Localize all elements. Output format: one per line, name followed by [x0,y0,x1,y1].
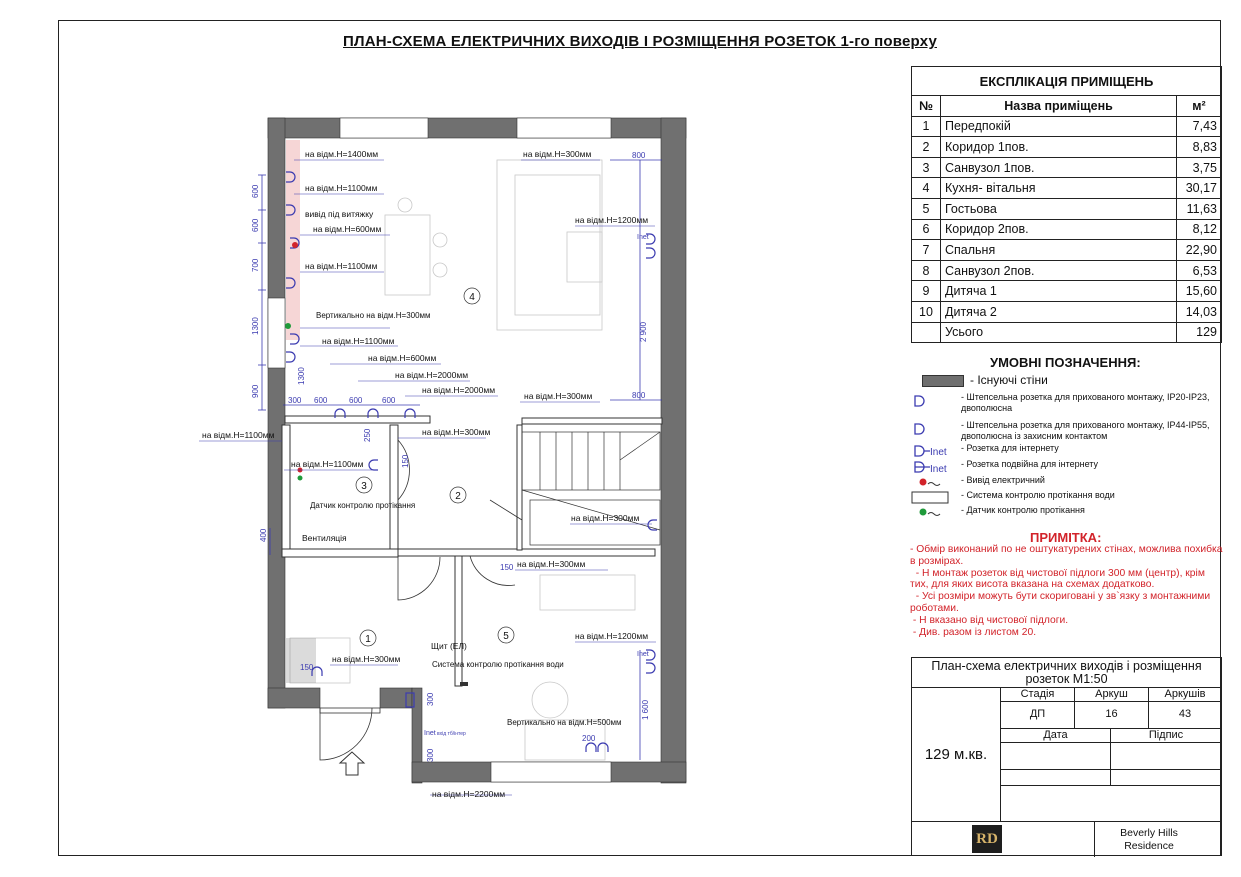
explication-cell-name: Дитяча 1 [941,281,1177,302]
note-line: - Див. разом із листом 20. [910,626,1037,638]
col-area: м² [1177,96,1222,117]
explication-row [912,219,1222,240]
explication-cell-area: 3,75 [1177,157,1222,178]
dim-900: 900 [251,384,260,398]
explication-row [912,157,1222,178]
room-1: 1 [365,634,371,645]
explication-row [912,240,1222,261]
explication-cell-n: 7 [912,240,941,261]
label-h1200g: на відм.Н=1200мм [575,631,649,641]
dim-200: 200 [582,734,596,743]
explication-cell-n: 10 [912,301,941,322]
label-sensor: Датчик контролю протікання [310,501,416,510]
explication-cell-n: 3 [912,157,941,178]
explication-cell-name: Дитяча 2 [941,301,1177,322]
dim-150b: 150 [500,563,514,572]
dim-600a: 600 [251,184,260,198]
explication-cell-area: 22,90 [1177,240,1222,261]
legend-title: УМОВНІ ПОЗНАЧЕННЯ: [990,355,1141,370]
explication-cell-n: 5 [912,198,941,219]
explication-cell-n: 8 [912,260,941,281]
dim-400: 400 [259,528,268,542]
total-row [912,322,1222,343]
explication-row [912,260,1222,281]
date-label: Дата [1043,729,1068,741]
room-4: 4 [469,292,475,303]
room-3: 3 [361,481,367,492]
sheet-title: План-схема електричних виходів і розміщення розеток М1:50 [931,659,1202,686]
partitions [282,416,662,686]
dim-700: 700 [251,258,260,272]
explication-cell-name: Кухня- вітальня [941,178,1177,199]
label-vert500: Вертикально на відм.Н=500мм [507,718,622,727]
explication-row [912,301,1222,322]
explication-cell-area: 11,63 [1177,198,1222,219]
explication-cell-n: 2 [912,137,941,158]
label-h600a: на відм.Н=600мм [313,224,382,234]
label-vent: Вентиляція [302,533,347,543]
label-h300hall: на відм.Н=300мм [332,654,401,664]
stage-value: ДП [1029,708,1046,720]
label-inet-tv: вхід тб/інтер [437,731,466,737]
label-h300stair: на відм.Н=300мм [571,513,640,523]
label-inet-guest: Inet [637,651,649,658]
entrance-arrow-icon [340,752,364,775]
leak-sensor-icon [909,505,957,523]
dim-600d: 600 [349,396,363,405]
label-h2200: на відм.Н=2200мм [432,789,506,799]
explication-row [912,198,1222,219]
explication-cell-n: 1 [912,116,941,137]
label-h1100c: на відм.Н=1100мм [322,336,395,346]
logo-icon: RD [972,825,1002,853]
label-h2000b: на відм.Н=2000мм [422,385,496,395]
dim-800b: 800 [632,391,646,400]
dim-250: 250 [363,428,372,442]
label-panel: Щит (ЕЛ) [431,641,467,651]
note-line: - Обмір виконаний по не оштукатурених стінах, можлива похибка в розмірах. [910,544,1226,567]
total-area-label: 129 м.кв. [924,746,988,763]
explication-cell-name: Коридор 2пов. [941,219,1177,240]
label-h2000a: на відм.Н=2000мм [395,370,469,380]
dim-150a: 150 [401,454,410,468]
sheets-label: Аркушів [1164,688,1206,700]
dim-600b: 600 [251,218,260,232]
explication-cell-area: 7,43 [1177,116,1222,137]
dim-1600: 1 600 [641,699,650,720]
explication-cell-name: Коридор 1пов. [941,137,1177,158]
room-5: 5 [503,631,509,642]
sheets-value: 43 [1178,708,1192,720]
label-h1100a: на відм.Н=1100мм [305,183,378,193]
note-line: - Н монтаж розеток від чистової підлоги 300 мм (центр), крім тих, для яких висота вказана на схемах додатково. [910,567,1208,591]
dim-300a: 300 [288,396,302,405]
dim-300c: 300 [426,748,435,762]
label-h1400: на відм.Н=1400мм [305,149,379,159]
label-h1100out: на відм.Н=1100мм [202,430,275,440]
explication-cell-name: Санвузол 2пов. [941,260,1177,281]
label-h1100bath: на відм.Н=1100мм [291,459,364,469]
explication-row [912,178,1222,199]
dim-2900: 2 900 [639,321,648,342]
explication-caption: ЕКСПЛІКАЦІЯ ПРИМІЩЕНЬ [912,67,1222,96]
dim-300b: 300 [426,692,435,706]
room-2: 2 [455,491,461,502]
explication-cell-name: Спальня [941,240,1177,261]
socket-ground-icon [909,420,957,438]
explication-cell-name: Передпокій [941,116,1177,137]
dim-600c: 600 [314,396,328,405]
label-h1200k: на відм.Н=1200мм [575,215,649,225]
title-block [911,657,1222,856]
label-h300g: на відм.Н=300мм [517,559,586,569]
explication-row [912,116,1222,137]
explication-cell-n: 6 [912,219,941,240]
dim-600e: 600 [382,396,396,405]
notes-title: ПРИМІТКА: [1030,530,1102,545]
col-number: № [912,96,941,117]
notes [910,544,1225,638]
label-h300c: на відм.Н=300мм [422,427,491,437]
label-h1100b: на відм.Н=1100мм [305,261,378,271]
company-name: Beverly Hills Residence [1120,827,1178,852]
label-leak: Система контролю протікання води [432,660,564,669]
label-h600b: на відм.Н=600мм [368,353,437,363]
note-line: - Усі розміри можуть бути скориговані у зв`язку з монтажними роботами. [910,591,1214,614]
wall-hatch-icon [922,375,964,387]
dim-150c: 150 [300,663,314,672]
svg-text:Inet: Inet [930,464,947,475]
explication-cell-area: 15,60 [1177,281,1222,302]
explication-cell-n: 9 [912,281,941,302]
dim-800a: 800 [632,151,646,160]
page-title: ПЛАН-СХЕМА ЕЛЕКТРИЧНИХ ВИХОДІВ І РОЗМІЩЕННЯ РОЗЕТОК 1-го поверху [343,33,937,50]
explication-cell-name: Гостьова [941,198,1177,219]
dim-1300: 1300 [251,317,260,335]
label-hood: вивід під витяжку [305,209,374,219]
label-vert300: Вертикально на відм.Н=300мм [316,311,431,320]
explication-cell-area: 6,53 [1177,260,1222,281]
col-room-name: Назва приміщень [941,96,1177,117]
sheet-value: 16 [1105,708,1118,720]
stage-label: Стадія [1020,688,1055,700]
explication-cell-n: 4 [912,178,941,199]
socket-icon [909,392,957,410]
explication-cell-name: Санвузол 1пов. [941,157,1177,178]
total-label: Усього [941,322,1177,343]
label-inet-hall: Inet [424,730,436,737]
explication-row [912,137,1222,158]
sign-label: Підпис [1148,729,1184,741]
explication-row [912,281,1222,302]
explication-cell-area: 8,83 [1177,137,1222,158]
explication-cell-area: 14,03 [1177,301,1222,322]
dim-1300v: 1300 [297,367,306,385]
total-area: 129 [1177,322,1222,343]
sheet-label: Аркуш [1095,688,1128,700]
label-h300k: на відм.Н=300мм [523,149,592,159]
stairs [522,432,660,545]
note-line: - Н вказано від чистової підлоги. [910,614,1069,626]
explication-table [911,66,1222,343]
explication-cell-area: 30,17 [1177,178,1222,199]
label-h300k2: на відм.Н=300мм [524,391,593,401]
drawing-sheet: ПЛАН-СХЕМА ЕЛЕКТРИЧНИХ ВИХОДІВ І РОЗМІЩЕННЯ РОЗЕТОК 1-го поверху 600 600 700 1300 900 1300 300 600 600 600 800 2 900 800 250 150 400 150 150 1 600 200 300 300 на відм.Н=1400мм на відм.Н=1100мм вивід під витяжку на відм.Н=600мм на відм.Н=1100мм Вертикально на відм.Н=300мм на відм.Н=1100мм на відм.Н=600мм на відм.Н=2000мм на відм.Н=2000мм на відм.Н=300мм на відм.Н=1200мм на відм.Н=300мм на відм.Н=1100мм на відм.Н=300мм на відм.Н=1100мм на відм.Н=300мм на відм.Н=300мм на відм.Н=1200мм на відм.Н=300мм Щит (ЕЛ) Система контролю протікання води Вертикально на відм.Н=500мм на відм.Н=2200мм Датчик контролю протікання Вентиляція Inet Inet Inet вхід тб/інтер 1 2 3 4 5 ЕКСПЛІКАЦІЯ ПРИМІЩЕНЬ № Назва приміщень м² 1 Передпокій 7,43 2 Коридор 1пов. 8,83 3 Санвузол 1пов. 3,75 4 Кухня- вітальня 30,17 5 Гостьова 11,63 6 Коридор 2пов. 8,12 7 Спальня 22,90 8 Санвузол 2пов. 6,53 9 Дитяча 1 15,60 10 Дитяча 2 14,03 Усього 129 УМОВНІ ПОЗНАЧЕННЯ: - Існуючі стіни - Штепсельна розетка для прихованого монтажу, IP20-IP23, двополюсна - Штепсельна розетка для прихованого монтажу, IP44-IP55, двополюсна із захисним контактом Inet - Розетка для інтернету Inet - Розетка подвійна для інтернету - Вивід електричний - Система контролю протікання води - Датчик контролю протікання ПРИМІТКА: - Обмір виконаний по не оштукатурених стінах, можлива похибка в розмірах. - Н монтаж розеток від чистової підлоги 300 мм (центр), крім тих, для яких висота вказана на схемах додатково. - Усі розміри можуть бути скориговані у зв`язку з монтажними роботами. - Н вказано від чистової підлоги. - Див. разом із листом 20. План-схема електричних виходів і розміщення розеток М1:50 Стадія Аркуш Аркушів ДП 16 43 Дата Підпис 129 м.кв. RD Beverly Hills Residence [0,0,1241,877]
svg-text:Inet: Inet [930,447,947,458]
label-inet-kitchen: Inet [637,234,649,241]
explication-cell-area: 8,12 [1177,219,1222,240]
